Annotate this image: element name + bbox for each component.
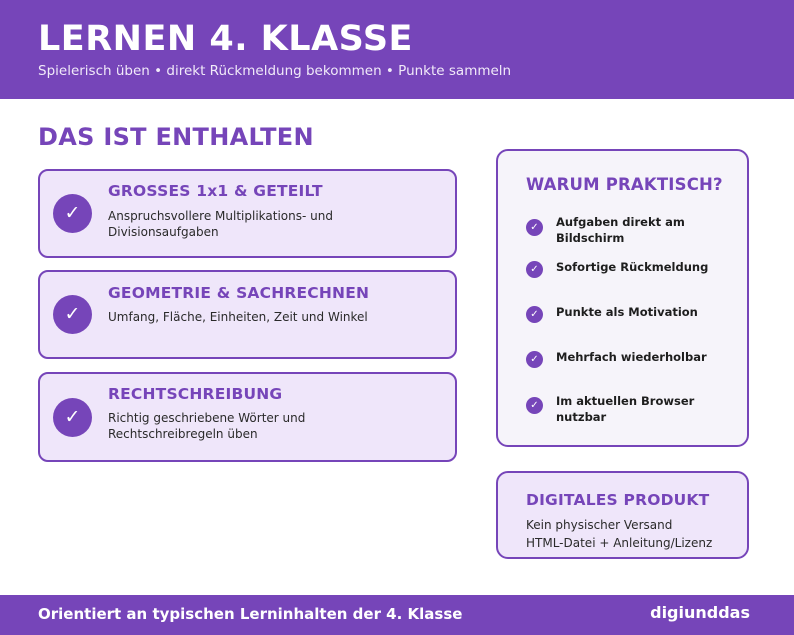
why-item-text: Punkte als Motivation [556, 305, 698, 319]
page-title: LERNEN 4. KLASSE [38, 19, 413, 59]
footer-tagline: Orientiert an typischen Lerninhalten der 4. Klasse [38, 605, 463, 623]
digital-product-panel [496, 471, 749, 559]
section-title-contents: DAS IST ENTHALTEN [38, 123, 314, 151]
content-card-title: GROSSES 1x1 & GETEILT [108, 182, 323, 200]
check-icon: ✓ [526, 351, 543, 368]
content-card-desc: Richtig geschriebene Wörter und Rechtschreibregeln üben [108, 411, 306, 441]
check-icon: ✓ [53, 194, 92, 233]
check-icon: ✓ [526, 219, 543, 236]
check-icon: ✓ [53, 295, 92, 334]
brand-name: digiunddas [650, 603, 750, 622]
content-card-desc: Umfang, Fläche, Einheiten, Zeit und Winkel [108, 310, 368, 324]
content-card-geometry [38, 270, 457, 359]
why-practical-panel [496, 149, 749, 447]
why-item-text: Mehrfach wiederholbar [556, 350, 707, 364]
check-icon: ✓ [53, 398, 92, 437]
content-card-multiplication [38, 169, 457, 258]
check-icon: ✓ [526, 306, 543, 323]
why-item-text: Sofortige Rückmeldung [556, 260, 709, 274]
content-card-desc: Anspruchsvollere Multiplikations- und Divisionsaufgaben [108, 209, 333, 239]
content-card-title: RECHTSCHREIBUNG [108, 385, 283, 403]
header-banner [0, 0, 794, 99]
page-subtitle: Spielerisch üben • direkt Rückmeldung bekommen • Punkte sammeln [38, 63, 512, 79]
digital-product-line: Kein physischer Versand [526, 518, 673, 532]
content-card-title: GEOMETRIE & SACHRECHNEN [108, 284, 370, 302]
why-item-text: Im aktuellen Browser nutzbar [556, 394, 695, 424]
digital-product-title: DIGITALES PRODUKT [526, 491, 710, 509]
why-practical-title: WARUM PRAKTISCH? [526, 175, 723, 194]
why-item-text: Aufgaben direkt am Bildschirm [556, 215, 685, 245]
content-card-spelling [38, 372, 457, 462]
digital-product-line: HTML-Datei + Anleitung/Lizenz [526, 536, 713, 550]
check-icon: ✓ [526, 261, 543, 278]
footer-bar [0, 595, 794, 635]
check-icon: ✓ [526, 397, 543, 414]
